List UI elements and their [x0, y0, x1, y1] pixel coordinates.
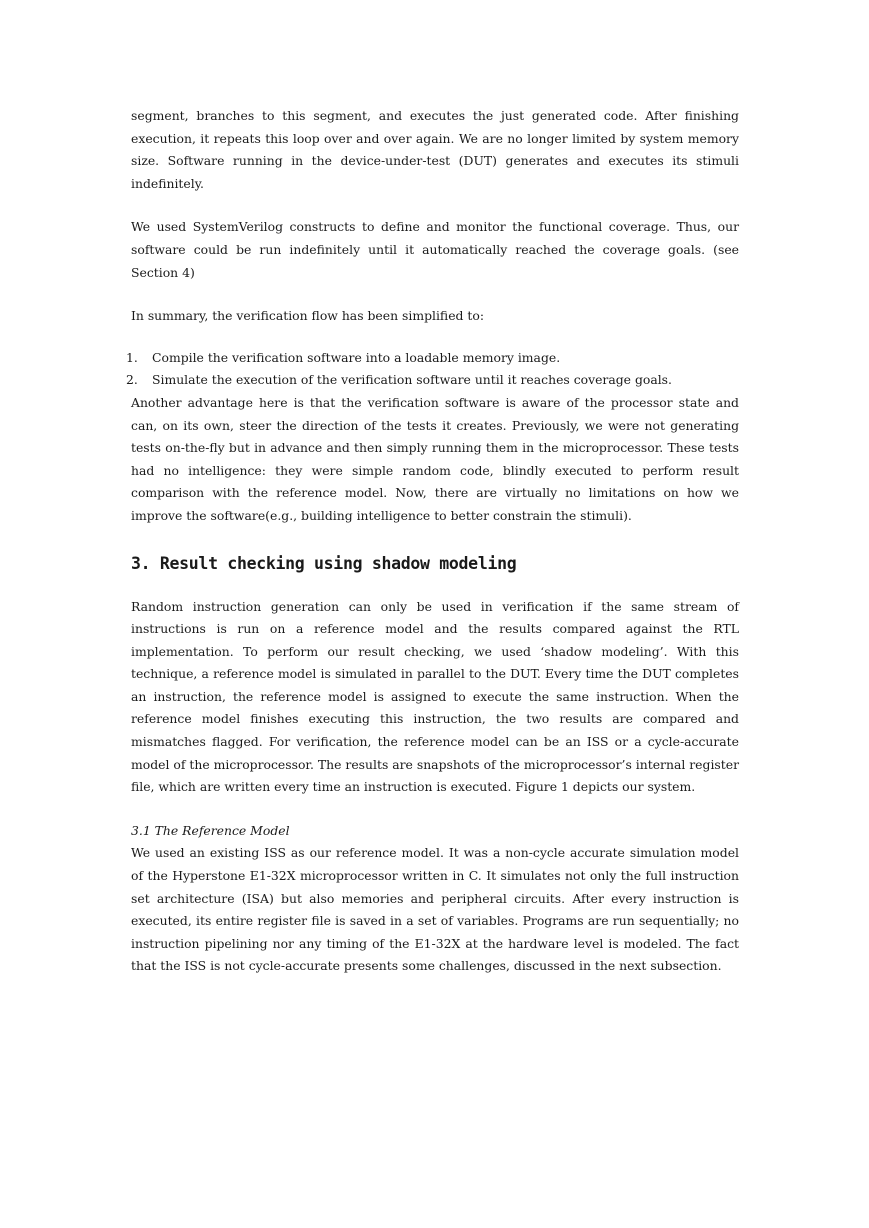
- paragraph-shadow-modeling: Random instruction generation can only be used in verification if the same stream of instructions is run on a reference model and the results compared against the RTL implementation. To perform our result checking, we used ‘shadow modeling’. With this technique, a reference model is simulated in parallel to the DUT. Every time the DUT completes an instruction, the reference model is assigned to execute the same instruction. When the reference model finishes executing this instruction, the two results are compared and mismatches flagged. For verification, the reference model can be an ISS or a cycle-accurate model of the microprocessor. The results are snapshots of the microprocessor’s internal register file, which are written every time an instruction is executed. Figure 1 depicts our system.: [131, 598, 739, 795]
- list-item-text: Simulate the execution of the verification software until it reaches coverage goals.: [152, 372, 672, 388]
- paragraph-execution-loop: segment, branches to this segment, and executes the just generated code. After finishing execution, it repeats this loop over and over again. We are no longer limited by system memory size. Software running in the device-under-test (DUT) generates and executes its stimuli indefinitely.: [131, 108, 739, 191]
- paragraph-summary-intro: In summary, the verification flow has been simplified to:: [131, 308, 485, 324]
- section-heading: 3. Result checking using shadow modeling: [131, 553, 517, 573]
- paragraph-functional-coverage: We used SystemVerilog constructs to define and monitor the functional coverage. Thus, our software could be run indefinitely until it automatically reached the coverage goals. (see Section 4): [131, 219, 739, 280]
- paragraph-advantage: Another advantage here is that the verification software is aware of the processor state and can, on its own, steer the direction of the tests it creates. Previously, we were not generating tests on-the-fly but in advance and then simply running them in the microprocessor. These tests had no intelligence: they were simple random code, blindly executed to perform result comparison with the reference model. Now, there are virtually no limitations on how we improve the software(e.g., building intelligence to better constrain the stimuli).: [131, 394, 739, 523]
- list-item-text: Compile the verification software into a loadable memory image.: [152, 349, 561, 365]
- list-item-number: 2.: [126, 372, 138, 388]
- list-item-number: 1.: [126, 349, 138, 365]
- subsection-heading: 3.1 The Reference Model: [131, 822, 290, 838]
- paper-page: [126, 105, 739, 978]
- list-item: [126, 347, 739, 370]
- paragraph-reference-model: We used an existing ISS as our reference model. It was a non-cycle accurate simulation model of the Hyperstone E1-32X microprocessor written in C. It simulates not only the full instruction set architecture (ISA) but also memories and peripheral circuits. After every instruction is executed, its entire register file is saved in a set of variables. Programs are run sequentially; no instruction pipelining nor any timing of the E1-32X at the hardware level is modeled. The fact that the ISS is not cycle-accurate presents some challenges, discussed in the next subsection.: [131, 845, 739, 974]
- verification-steps-list: [126, 347, 739, 392]
- list-item: [126, 369, 739, 392]
